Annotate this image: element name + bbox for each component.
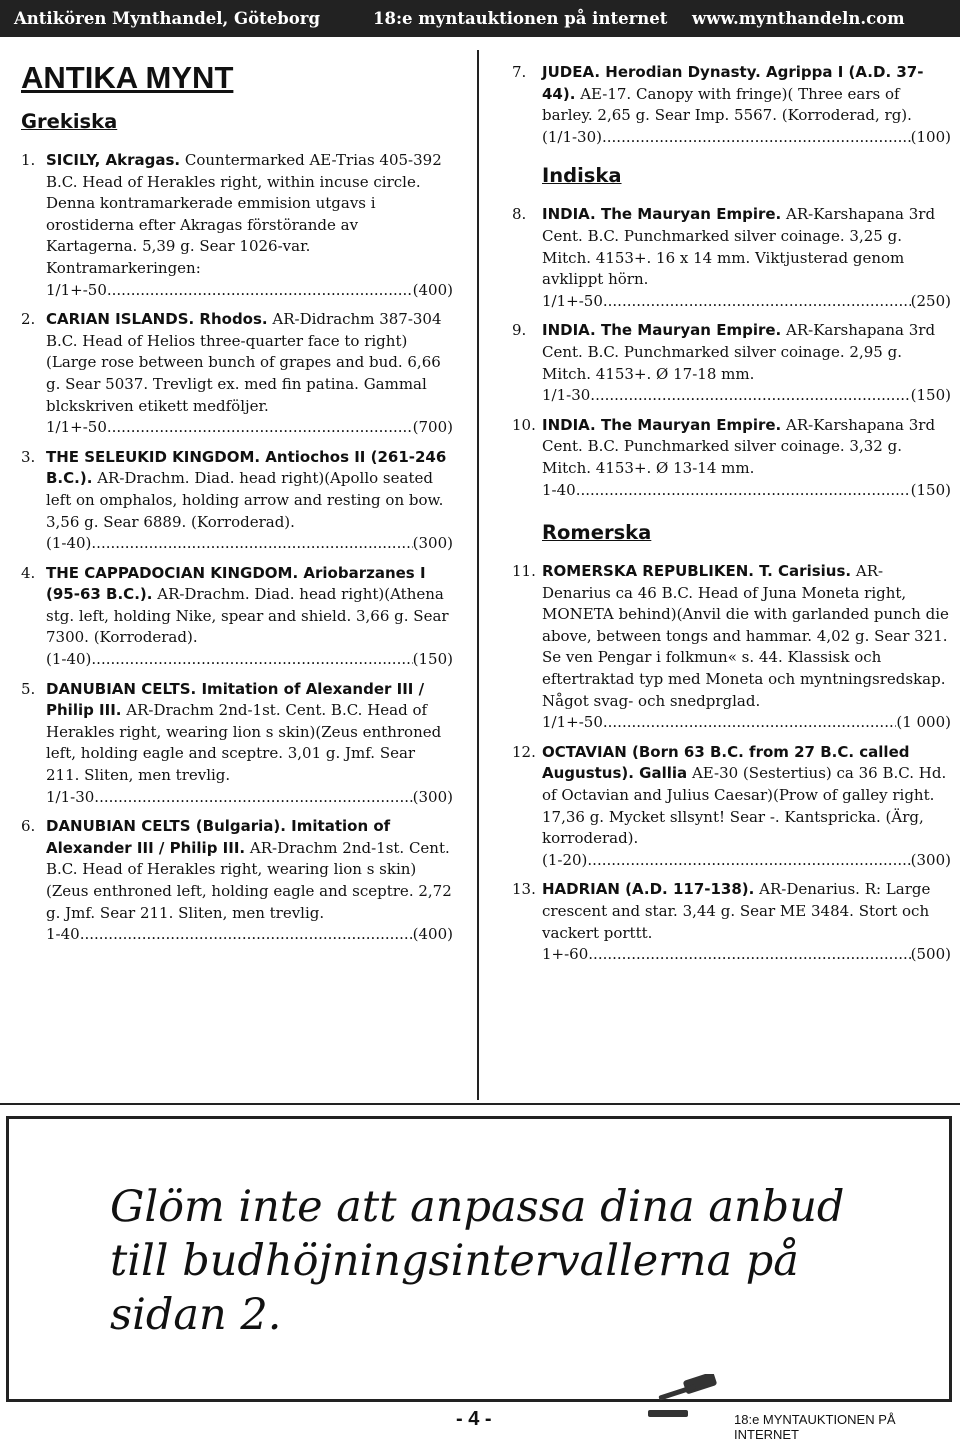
lot-grade: (1-40) xyxy=(46,650,92,669)
lot-description: AR-Karshapana 3rd Cent. B.C. Punchmarked silver coinage. 2,95 g. Mitch. 4153+. Ø 17-18 mm. xyxy=(542,321,936,383)
lot-title: THE SELEUKID KINGDOM. Antiochos II (261-246 B.C.). xyxy=(46,447,447,488)
lot-price-line xyxy=(46,649,453,671)
lot-5 xyxy=(21,679,453,809)
lot-13 xyxy=(512,879,951,965)
lot-description: AR-Drachm 2nd-1st. Cent. B.C. Head of Herakles right, wearing lion s skin)(Zeus enthroned left, holding eagle and sceptre. 2,72 g. Jmf. Sear 211. Sliten, men trevlig. xyxy=(46,838,452,922)
lot-3 xyxy=(21,447,453,555)
lot-grade: 1/1+-50 xyxy=(46,280,107,299)
lot-title: ROMERSKA REPUBLIKEN. T. Carisius. xyxy=(542,562,852,581)
lot-number: 12. xyxy=(512,742,536,761)
section-heading-greek: Grekiska xyxy=(21,110,118,133)
lot-grade: (1-40) xyxy=(46,534,92,553)
lot-title: HADRIAN (A.D. 117-138). xyxy=(542,880,755,899)
lot-estimate: (400) xyxy=(412,925,453,944)
lot-estimate: (300) xyxy=(412,787,453,806)
lot-title: DANUBIAN CELTS (Bulgaria). Imitation of Alexander III / Philip III. xyxy=(46,817,391,857)
lot-title: INDIA. The Mauryan Empire. xyxy=(542,205,782,224)
lot-7 xyxy=(512,62,951,148)
lot-number: 3. xyxy=(21,447,36,466)
lot-number: 7. xyxy=(512,63,527,81)
footer-auction-label: 18:e MYNTAUKTIONEN PÅ INTERNET xyxy=(734,1412,896,1442)
lot-description: AR-Drachm 2nd-1st. Cent. B.C. Head of Herakles right, wearing lion s skin)(Zeus enthroned left, holding eagle and sceptre. 3,01 g. Jmf. Sear 211. Sliten, men trevlig. xyxy=(46,701,442,785)
lot-price-line xyxy=(542,291,951,313)
lot-description: AE-30 (Sestertius) ca 36 B.C. Hd. of Octavian and Julius Caesar)(Prow of galley right. 17,36 g. Mycket sllsynt! Sear -. Kantspricka. (Ärg, korroderad). xyxy=(542,764,947,848)
page-number: - 4 - xyxy=(456,1408,492,1430)
lot-description: AR-Didrachm 387-304 B.C. Head of Helios three-quarter face to right)(Large rose between bunch of grapes and bud. 6,66 g. Sear 5037. Trevligt ex. med fin patina. Gammal blckskriven etikett medföljer. xyxy=(46,310,442,415)
lot-6 xyxy=(21,816,453,946)
page-title: ANTIKA MYNT xyxy=(21,60,234,95)
lot-estimate: (150) xyxy=(412,650,453,669)
lot-description: AR-Denarius ca 46 B.C. Head of Juna Moneta right, MONETA behind)(Anvil die with garlanded punch die above, between tongs and hammar. 4,02 g. Sear 321. Se ven Pengar i folkmun« s. 44. Klassisk och eftertraktad typ med Moneta och myntningsredskap. Något svag- och snedprglad. xyxy=(542,562,949,710)
lot-description: AR-Karshapana 3rd Cent. B.C. Punchmarked silver coinage. 3,25 g. Mitch. 4153+. 16 x 14 mm. Viktjusterad genom avklippt hörn. xyxy=(542,205,936,289)
lot-2 xyxy=(21,309,453,439)
lot-estimate: (250) xyxy=(910,291,951,310)
lot-11 xyxy=(512,561,951,734)
gavel-icon xyxy=(640,1374,730,1420)
lot-number: 11. xyxy=(512,562,536,581)
lot-number: 9. xyxy=(512,321,527,340)
lot-price-line xyxy=(542,850,951,872)
lot-price-line xyxy=(542,385,951,407)
lot-price-line xyxy=(46,280,453,302)
header-website[interactable]: www.mynthandeln.com xyxy=(692,9,905,28)
lot-title: DANUBIAN CELTS. Imitation of Alexander III / Philip III. xyxy=(46,679,425,720)
lot-estimate: (100) xyxy=(910,127,951,146)
lot-description: AE-17. Canopy with fringe)( Three ears of barley. 2,65 g. Sear Imp. 5567. (Korroderad, rg). xyxy=(542,84,912,125)
lot-price-line xyxy=(46,787,453,809)
lot-title: INDIA. The Mauryan Empire. xyxy=(542,321,782,340)
lot-10 xyxy=(512,415,951,501)
lot-description: AR-Drachm. Diad. head right)(Athena stg. left, holding Nike, spear and shield. 3,66 g. Sear 7300. (Korroderad). xyxy=(46,585,449,647)
lot-12 xyxy=(512,742,951,872)
left-column xyxy=(21,58,453,954)
lot-grade: (1/1-30) xyxy=(542,127,602,146)
lot-estimate: (400) xyxy=(412,280,453,299)
lot-grade: 1/1+-50 xyxy=(46,418,107,437)
lot-title: INDIA. The Mauryan Empire. xyxy=(542,415,782,434)
lot-9 xyxy=(512,320,951,406)
lot-number: 8. xyxy=(512,205,527,224)
notice-message: Glöm inte att anpassa dina anbud till budhöjningsintervallerna på sidan 2. xyxy=(110,1182,845,1340)
lot-title: CARIAN ISLANDS. Rhodos. xyxy=(46,310,268,329)
lot-estimate: (150) xyxy=(910,386,951,405)
lot-estimate: (150) xyxy=(910,480,951,499)
lot-number: 1. xyxy=(21,151,36,169)
lot-price-line xyxy=(542,712,951,734)
lot-grade: 1/1-30 xyxy=(46,787,95,806)
lot-description: AR-Denarius. R: Large crescent and star. 3,44 g. Sear ME 3484. Stort och vackert porttt. xyxy=(542,880,931,942)
lot-price-line xyxy=(542,127,951,149)
header-bar xyxy=(0,0,960,37)
lot-number: 2. xyxy=(21,310,36,329)
lot-number: 4. xyxy=(21,563,36,582)
lot-estimate: (700) xyxy=(412,418,453,437)
section-heading-roman: Romerska xyxy=(542,521,652,545)
lot-grade: 1/1-30 xyxy=(542,386,591,405)
lot-grade: 1/1+-50 xyxy=(542,713,603,732)
column-divider xyxy=(477,50,479,1100)
lot-description: AR-Drachm. Diad. head right)(Apollo seated left on omphalos, holding arrow and resting on bow. 3,56 g. Sear 6889. (Korroderad). xyxy=(46,469,444,531)
lot-title: SICILY, Akragas. xyxy=(46,151,181,169)
lot-number: 13. xyxy=(512,880,536,899)
lot-grade: (1-20) xyxy=(542,850,588,869)
lot-price-line xyxy=(46,533,453,555)
lot-title: OCTAVIAN (Born 63 B.C. from 27 B.C. called Augustus). Gallia xyxy=(542,742,910,783)
lot-price-line xyxy=(46,417,453,439)
header-auction-title: 18:e myntauktionen på internet xyxy=(373,9,668,28)
lot-description: AR-Karshapana 3rd Cent. B.C. Punchmarked silver coinage. 3,32 g. Mitch. 4153+. Ø 13-14 mm. xyxy=(542,415,936,477)
lot-description: Countermarked AE-Trias 405-392 B.C. Head of Herakles right, within incuse circle. Denna kontramarkerade emmision utgavs i orostiderna efter Akragas förstörande av Kartagerna. 5,39 g. Sear 1026-var. Kontramarkeringen: xyxy=(46,151,442,277)
lot-estimate: (300) xyxy=(412,534,453,553)
lot-number: 10. xyxy=(512,415,536,434)
lot-8 xyxy=(512,204,951,312)
lot-grade: 1+-60 xyxy=(542,945,589,964)
lot-4 xyxy=(21,563,453,671)
lot-title: THE CAPPADOCIAN KINGDOM. Ariobarzanes I (95-63 B.C.). xyxy=(46,563,426,604)
header-shop-name: Antikören Mynthandel, Göteborg xyxy=(14,9,320,28)
lot-price-line xyxy=(542,944,951,966)
lot-title: JUDEA. Herodian Dynasty. Agrippa I (A.D. 37-44). xyxy=(542,63,924,103)
section-heading-indian: Indiska xyxy=(542,164,622,188)
lot-grade: 1-40 xyxy=(46,925,80,944)
right-column xyxy=(512,62,951,974)
lot-1 xyxy=(21,150,453,301)
lot-price-line xyxy=(542,480,951,502)
lot-grade: 1/1+-50 xyxy=(542,291,603,310)
lot-number: 6. xyxy=(21,817,36,836)
lot-estimate: (300) xyxy=(910,850,951,869)
lot-price-line xyxy=(46,924,453,946)
lot-number: 5. xyxy=(21,679,36,698)
lot-grade: 1-40 xyxy=(542,480,576,499)
lot-estimate: (500) xyxy=(910,945,951,964)
content-bottom-rule xyxy=(0,1103,960,1105)
lot-estimate: (1 000) xyxy=(896,713,951,732)
